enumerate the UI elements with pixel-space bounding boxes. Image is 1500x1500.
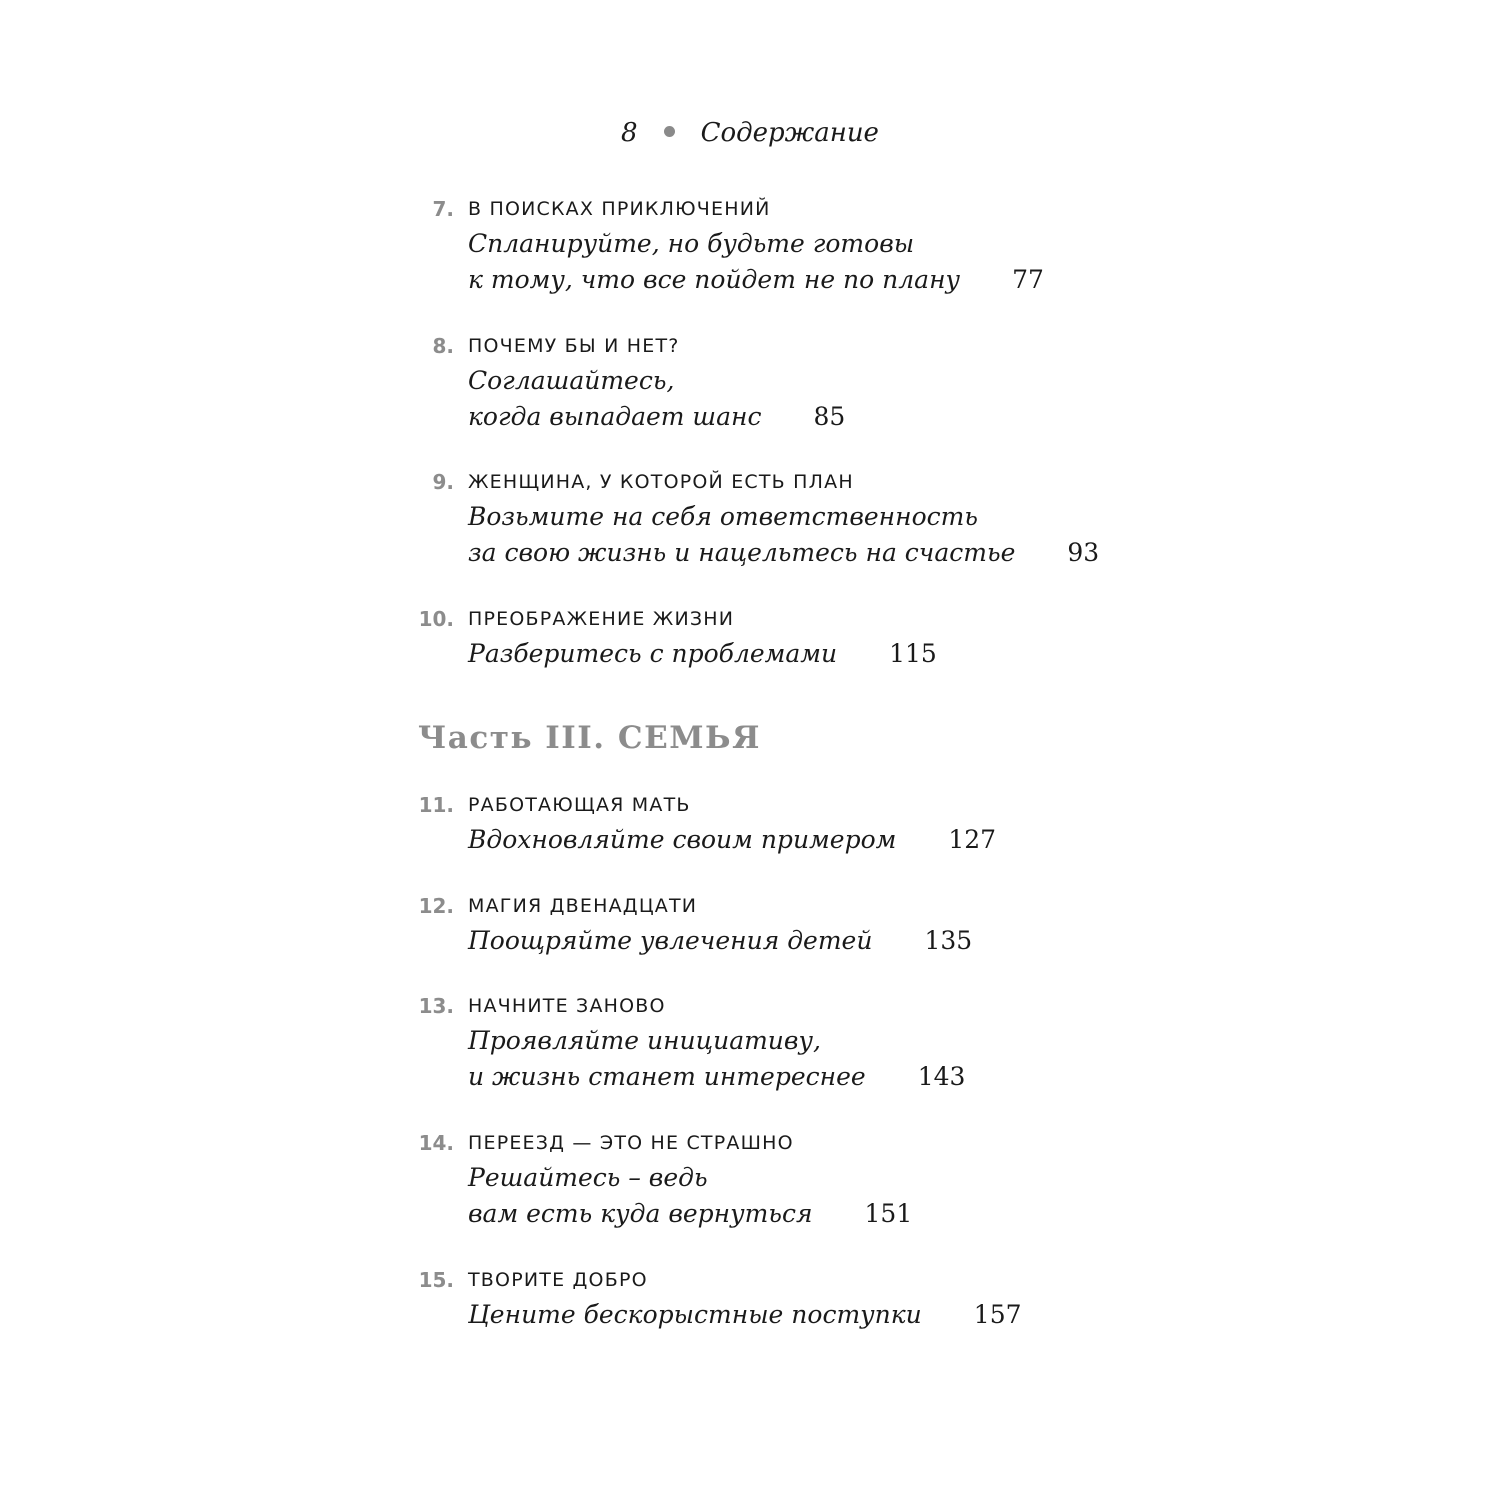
chapter-title: ПРЕОБРАЖЕНИЕ ЖИЗНИ [468,608,735,630]
chapter-number: 8. [432,334,454,358]
chapter-title: МАГИЯ ДВЕНАДЦАТИ [468,895,698,917]
page-number: 93 [1067,538,1100,567]
chapter-number: 14. [418,1131,454,1155]
subtitle-text: Разберитесь с проблемами [468,639,838,668]
chapter-number: 10. [418,607,454,631]
chapter-title: ПЕРЕЕЗД — ЭТО НЕ СТРАШНО [468,1132,794,1154]
header-page-number: 8 [621,118,638,148]
chapter-subtitle-line-last [468,535,1099,571]
chapter-title: В ПОИСКАХ ПРИКЛЮЧЕНИЙ [468,198,771,220]
page-number: 127 [948,825,997,854]
page-number: 77 [1012,265,1044,294]
chapter-number: 9. [432,470,454,494]
chapter-title: ТВОРИТЕ ДОБРО [468,1269,648,1291]
chapter-subtitle-line: Возьмите на себя ответственность [468,502,978,531]
header-section-title: Содержание [700,118,879,148]
chapter-number: 11. [418,793,454,817]
chapter-subtitle-line-last [468,1059,965,1095]
chapter-title: НАЧНИТЕ ЗАНОВО [468,995,666,1017]
chapter-subtitle-line-last [468,1196,912,1232]
page-number: 157 [973,1300,1022,1329]
chapter-subtitle-line-last [468,636,937,672]
bullet-dot-icon [664,126,675,137]
chapter-number: 12. [418,894,454,918]
chapter-subtitle-line: Соглашайтесь, [468,366,675,395]
chapter-subtitle-line: Спланируйте, но будьте готовы [468,229,915,258]
subtitle-text: за свою жизнь и нацельтесь на счастье [468,538,1016,567]
chapter-title: РАБОТАЮЩАЯ МАТЬ [468,794,691,816]
chapter-title: ПОЧЕМУ БЫ И НЕТ? [468,335,680,357]
subtitle-text: Вдохновляйте своим примером [468,825,897,854]
page-number: 115 [889,639,937,668]
page-number: 143 [917,1062,966,1091]
chapter-subtitle-line: Проявляйте инициативу, [468,1026,821,1055]
chapter-number: 13. [418,994,454,1018]
chapter-subtitle-line-last [468,822,996,858]
subtitle-text: к тому, что все пойдет не по плану [468,265,961,294]
subtitle-text: Цените бескорыстные поступки [468,1300,922,1329]
running-header [0,116,1500,150]
page-number: 151 [864,1199,913,1228]
subtitle-text: и жизнь станет интереснее [468,1062,866,1091]
page-number: 135 [924,926,973,955]
chapter-subtitle-line-last [468,262,1044,298]
part-heading: Часть III. СЕМЬЯ [418,720,761,756]
chapter-subtitle-line-last [468,923,972,959]
subtitle-text: вам есть куда вернуться [468,1199,813,1228]
page-number: 85 [813,402,846,431]
chapter-number: 7. [432,197,454,221]
subtitle-text: когда выпадает шанс [468,402,762,431]
chapter-title: ЖЕНЩИНА, У КОТОРОЙ ЕСТЬ ПЛАН [468,471,854,493]
chapter-number: 15. [418,1268,454,1292]
chapter-subtitle-line: Решайтесь – ведь [468,1163,708,1192]
subtitle-text: Поощряйте увлечения детей [468,926,873,955]
chapter-subtitle-line-last [468,1297,1022,1333]
chapter-subtitle-line-last [468,399,845,435]
